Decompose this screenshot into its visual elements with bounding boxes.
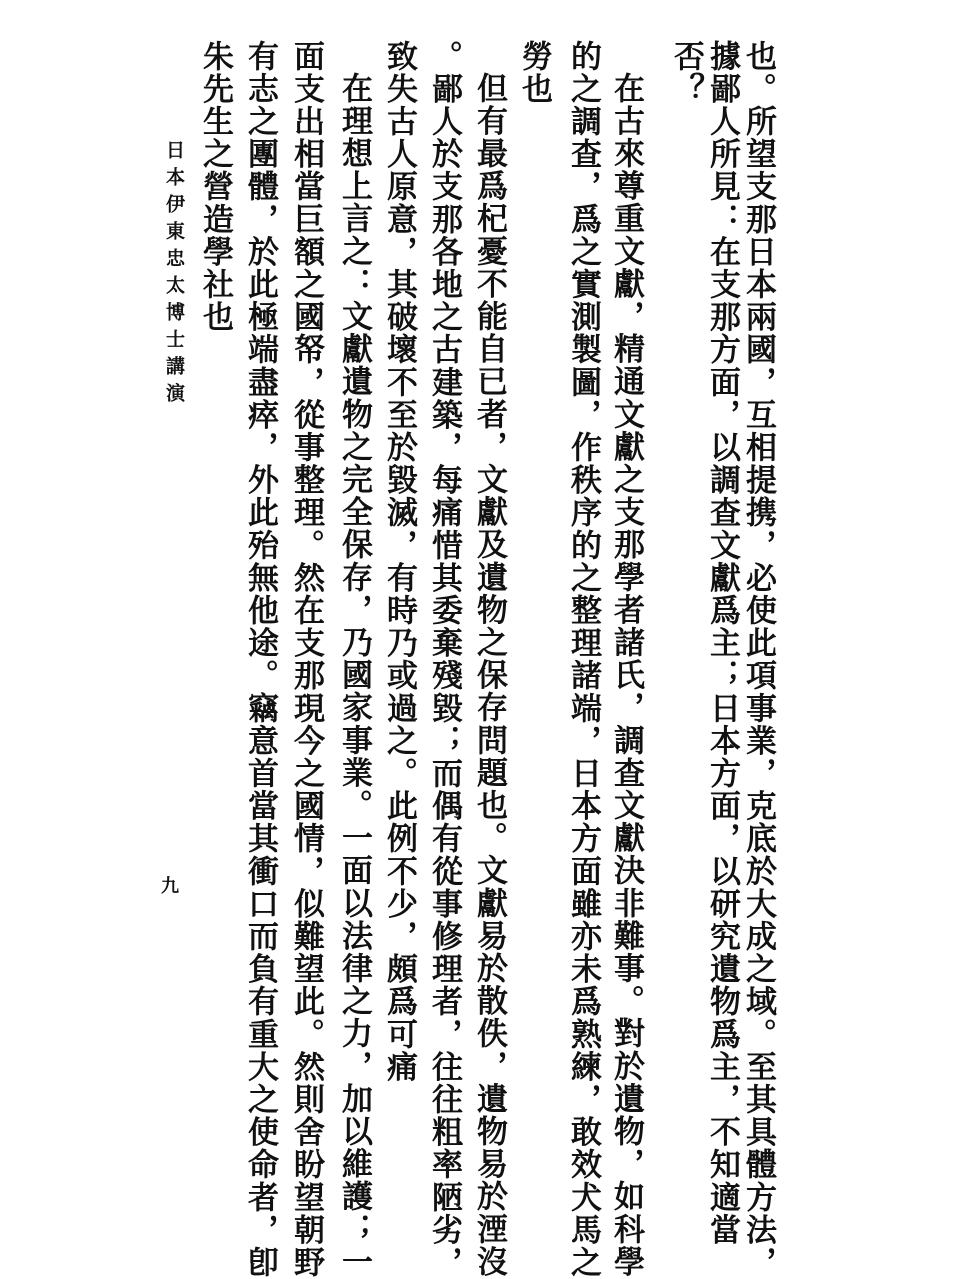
text-column-3: 也。所望支那日本兩國，互相提携，必使此項事業，克底於大成之域。至其具體方法， [740,40,776,1279]
page-number: 九 [161,876,179,897]
text-column-8: 。鄙人於支那各地之古建築，每痛惜其委棄殘毀；而偶有從事修理者，往往粗率陋劣， [426,40,462,1279]
text-column-12: 有志之團體，於此極端盡瘁，外此殆無他途。竊意首當其衝口而負有重大之使命者，卽 [242,40,278,1279]
text-column-5: 的之調查，爲之實測製圖，作秩序的之整理諸端，日本方面雖亦未爲熟練，敢效犬馬之 [565,40,601,1279]
text-column-7: 但有最爲杞憂不能自已者，文獻及遺物之保存問題也。文獻易於散佚，遺物易於湮沒 [471,72,507,1279]
running-header: 日本伊東忠太博士講演 [163,140,185,410]
text-column-13: 朱先生之營造學社也 [197,40,233,334]
text-column-10: 在理想上言之：文獻遺物之完全保存，乃國家事業。一面以法律之力，加以維護；一 [336,72,372,1279]
text-column-11: 面支出相當巨額之國帑，從事整理。然在支那現今之國情，似難望此。然則舍盼望朝野 [288,40,324,1279]
text-column-9: 致失古人原意，其破壞不至於毀滅，有時乃或過之。此例不少，頗爲可痛 [381,40,417,1084]
text-column-6: 勞也 [516,40,552,106]
text-column-2: 據鄙人所見：在支那方面，以調查文獻爲主；日本方面，以研究遺物爲主，不知適當 [704,40,740,1247]
text-column-4: 在古來尊重文獻，精通文獻之支那學者諸氏，調查文獻決非難事。對於遺物，如科學 [608,72,644,1279]
text-column-1: 否？ [668,40,704,106]
